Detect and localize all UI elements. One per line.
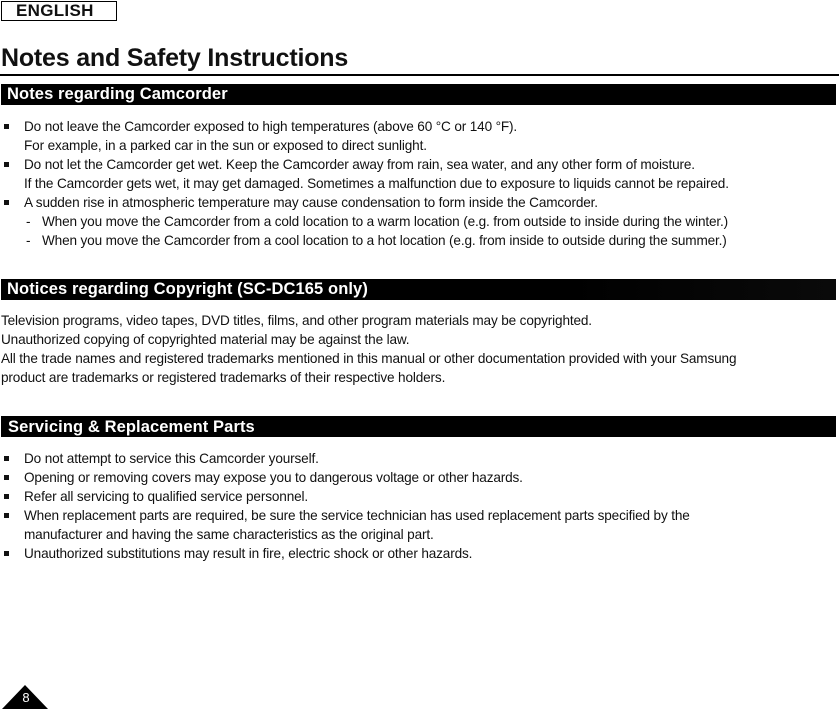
list-line: For example, in a parked car in the sun or exposed to direct sunlight.: [24, 138, 427, 153]
title-underline: [0, 74, 839, 76]
copyright-line: product are trademarks or registered trademarks of their respective holders.: [1, 370, 446, 385]
bullet-icon: [4, 456, 9, 461]
language-label: ENGLISH: [1, 1, 117, 21]
list-item: [0, 155, 839, 193]
sub-list-text: When you move the Camcorder from a cool location to a hot location (e.g. from inside to outside during the summer.): [42, 233, 727, 248]
bullet-icon: [4, 162, 9, 167]
list-item: [0, 468, 839, 487]
bullet-icon: [4, 200, 9, 205]
list-line: Refer all servicing to qualified service personnel.: [24, 489, 309, 504]
sub-list-item: [0, 212, 839, 231]
section-heading-copyright: Notices regarding Copyright (SC-DC165 only): [1, 279, 836, 300]
list-item: [0, 506, 839, 544]
section-heading-camcorder: Notes regarding Camcorder: [1, 84, 836, 105]
sub-list-text: When you move the Camcorder from a cold location to a warm location (e.g. from outside to inside during the winter.): [42, 214, 729, 229]
bullet-icon: [4, 551, 9, 556]
section-heading-servicing: Servicing & Replacement Parts: [1, 416, 836, 437]
list-line: A sudden rise in atmospheric temperature may cause condensation to form inside the Camcorder.: [24, 195, 598, 210]
list-line: Opening or removing covers may expose you to dangerous voltage or other hazards.: [24, 470, 523, 485]
list-line: Do not let the Camcorder get wet. Keep the Camcorder away from rain, sea water, and any other form of moisture.: [24, 157, 695, 172]
list-line: If the Camcorder gets wet, it may get damaged. Sometimes a malfunction due to exposure to liquids cannot be repaired.: [24, 176, 729, 191]
copyright-line: All the trade names and registered trademarks mentioned in this manual or other documentation provided with your Samsung: [1, 351, 737, 366]
list-line: When replacement parts are required, be sure the service technician has used replacement parts specified by the: [24, 508, 690, 523]
list-item: [0, 487, 839, 506]
bullet-icon: [4, 124, 9, 129]
dash-icon: -: [26, 233, 31, 248]
list-item: [0, 117, 839, 155]
list-line: Unauthorized substitutions may result in fire, electric shock or other hazards.: [24, 546, 473, 561]
list-item: [0, 193, 839, 212]
camcorder-notes-list: [0, 117, 839, 250]
bullet-icon: [4, 494, 9, 499]
copyright-line: Television programs, video tapes, DVD titles, films, and other program materials may be copyrighted.: [1, 313, 592, 328]
list-line: Do not leave the Camcorder exposed to high temperatures (above 60 °C or 140 °F).: [24, 119, 518, 134]
servicing-list: [0, 449, 839, 563]
list-line: Do not attempt to service this Camcorder yourself.: [24, 451, 319, 466]
bullet-icon: [4, 513, 9, 518]
sub-list-item: [0, 231, 839, 250]
dash-icon: -: [26, 214, 31, 229]
bullet-icon: [4, 475, 9, 480]
copyright-line: Unauthorized copying of copyrighted material may be against the law.: [1, 332, 410, 347]
list-line: manufacturer and having the same characteristics as the original part.: [24, 527, 434, 542]
list-item: [0, 449, 839, 468]
page-title: Notes and Safety Instructions: [1, 44, 349, 72]
list-item: [0, 544, 839, 563]
page-number: 8: [22, 690, 30, 705]
